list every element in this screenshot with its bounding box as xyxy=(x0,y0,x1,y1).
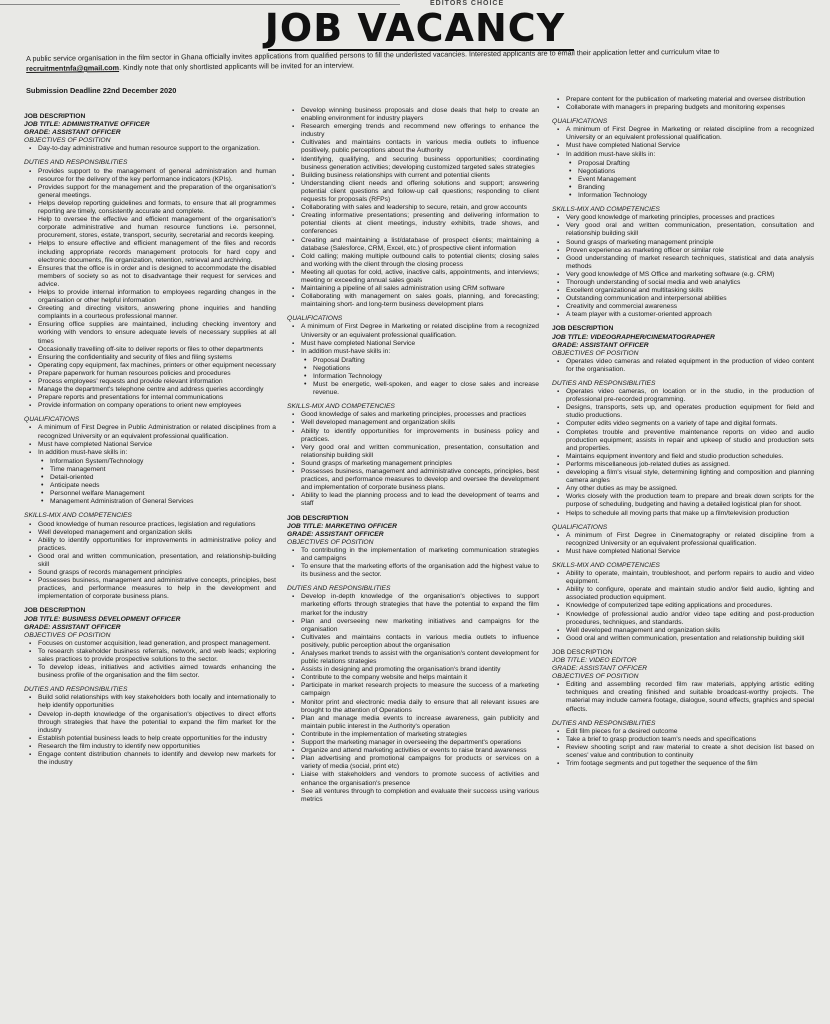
list-item: ▪ To research stakeholder business referrals, network, and web leads; exploring sales practices to provide prospective solutions to the sector. xyxy=(38,648,276,664)
list-item: ▪ A minimum of First Degree in Marketing or related discipline from a recognized University or an equivalent professional qualification. xyxy=(301,323,539,339)
list-item: ▪ Completes trouble and preventive maintenance reports on video and audio production equipment; assists in repair and upkeep of studio and production sets and properties. xyxy=(566,429,814,453)
list-item: • Branding xyxy=(578,184,814,192)
list-item: ▪ Good oral and written communication, presentation, and relationship-building skill xyxy=(38,553,276,569)
list-item: ▪ Ability to lead the planning process and to lead the development of teams and staff xyxy=(301,492,539,508)
qualifications-heading: QUALIFICATIONS xyxy=(552,523,608,531)
job-title: JOB TITLE: ADMINISTRATIVE OFFICER xyxy=(24,121,150,129)
list-item: ▪ Well developed management and organization skills xyxy=(566,627,814,635)
list-item: ▪ Maintaining a pipeline of all sales administration using CRM software xyxy=(301,285,539,293)
list-item: ▪ A minimum of First Degree in Public Administration or related disciplines from a recognized University or an equivalent professional qualification. xyxy=(38,424,276,440)
column-1 xyxy=(24,108,276,768)
list-item: ▪ Process employees' requests and provide relevant information xyxy=(38,378,276,386)
duties-list xyxy=(287,593,539,803)
job-title: JOB TITLE: BUSINESS DEVELOPMENT OFFICER xyxy=(24,615,181,623)
list-item: ▪ Support the marketing manager in overseeing the department's operations xyxy=(301,739,539,747)
list-item: ▪ Cold calling; making multiple outbound calls to potential clients; closing sales and working with the client through the closing process xyxy=(301,253,539,269)
list-item: • Time management xyxy=(50,466,276,474)
list-item: ▪ Possesses business, management and administrative concepts, principles, best practices, and performance measures to develop and oversee the development and implementation of corporate business plans. xyxy=(301,468,539,492)
list-item: ▪ A minimum of First Degree in Marketing or related discipline from a recognized University or an equivalent professional qualification. xyxy=(566,126,814,142)
list-item: ▪ A minimum of First Degree in Cinematography or related discipline from a recognized University or an equivalent professional qualification. xyxy=(566,532,814,548)
duties-heading: DUTIES AND RESPONSIBILITIES xyxy=(552,380,656,387)
job-grade: GRADE: ASSISTANT OFFICER xyxy=(552,341,649,349)
duties-list xyxy=(24,694,276,767)
list-item: • Information Technology xyxy=(313,373,539,381)
list-item: ▪ Collaborate with managers in preparing budgets and monitoring expenses xyxy=(566,104,814,112)
list-item: ▪ Helps to schedule all moving parts that make up a film/television production xyxy=(566,510,814,518)
list-item: ▪ Well developed management and organization skills xyxy=(301,419,539,427)
masthead-strip: EDITORS CHOICE xyxy=(430,0,505,7)
list-item: ▪ Participate in market research projects to measure the success of a marketing campaign xyxy=(301,682,539,698)
list-item: ▪ Computer edits video segments on a variety of tape and digital formats. xyxy=(566,420,814,428)
list-item: ▪ Creating informative presentations; presenting and delivering information to potential clients at client meetings, industry exhibits, trade shows, and conferences xyxy=(301,212,539,236)
list-item: ▪ Outstanding communication and interpersonal abilities xyxy=(566,295,814,303)
list-item: ▪ Plan advertising and promotional campaigns for products or services on a variety of media (social, print etc) xyxy=(301,755,539,771)
list-item: ▪ Identifying, qualifying, and securing business opportunities; coordinating business generation activities; developing customized targeted sales strategies xyxy=(301,156,539,172)
job-title: JOB TITLE: MARKETING OFFICER xyxy=(287,522,397,530)
list-item: ▪ Analyses market trends to assist with the organisation's content development for public relations strategies xyxy=(301,650,539,666)
skills-heading: SKILLS-MIX AND COMPETENCIES xyxy=(552,206,660,214)
list-item: ▪ Meeting all quotas for cold, active, inactive calls, appointments, and interviews; meeting or exceeding annual sales goals xyxy=(301,269,539,285)
list-item: ▪ Good oral and written communication, presentation and relationship building skill xyxy=(566,635,814,643)
list-item: • Proposal Drafting xyxy=(578,160,814,168)
list-item: ▪ Ability to operate, maintain, troubleshoot, and perform repairs to audio and video equipment. xyxy=(566,570,814,586)
list-item: ▪ To contributing in the implementation of marketing communication strategies and campaigns xyxy=(301,547,539,563)
list-item: ▪ Edit film pieces for a desired outcome xyxy=(566,728,814,736)
list-item: ▪ Excellent organizational and multitasking skills xyxy=(566,287,814,295)
duties-list xyxy=(552,388,814,518)
list-item: • Detail-oriented xyxy=(50,474,276,482)
list-item: ▪ Must have completed National Service xyxy=(566,142,814,150)
intro-tail: . Kindly note that only shortlisted applicants will be invited for an interview. xyxy=(118,60,354,73)
job-grade: GRADE: ASSISTANT OFFICER xyxy=(24,129,121,137)
list-item: ▪ Ability to identify opportunities for improvements in business policy and practices. xyxy=(301,428,539,444)
list-item: ▪ Operating copy equipment, fax machines, printers or other equipment necessary xyxy=(38,362,276,370)
qualifications-list xyxy=(287,323,539,355)
list-item: ▪ Helps to provide internal information to employees regarding changes in the organisation or other helpful information xyxy=(38,289,276,305)
list-item: ▪ Cultivates and maintains contacts in various media outlets to influence positively, public perceptions about the Authority xyxy=(301,139,539,155)
job-grade: GRADE: ASSISTANT OFFICER xyxy=(24,623,121,631)
skills-heading: SKILLS-MIX AND COMPETENCIES xyxy=(552,561,660,569)
list-item: ▪ Provides support to the management of general administration and human resource for the delivery of the key performance indicators (KPIs). xyxy=(38,168,276,184)
qualifications-heading: QUALIFICATIONS xyxy=(552,118,608,126)
duties-heading: DUTIES AND RESPONSIBILITIES xyxy=(287,585,391,593)
column-3 xyxy=(552,96,814,769)
list-item: ▪ Ability to configure, operate and maintain studio and/or field audio, lighting and associated production equipment. xyxy=(566,586,814,602)
skills-heading: SKILLS-MIX AND COMPETENCIES xyxy=(24,512,132,520)
job-title: JOB TITLE: VIDEO EDITOR xyxy=(552,657,637,664)
list-item: ▪ In addition must-have skills in: xyxy=(566,151,814,159)
list-item: ▪ In addition must-have skills in: xyxy=(38,449,276,457)
objectives-heading: OBJECTIVES OF POSITION xyxy=(24,137,111,145)
list-item: ▪ Good knowledge of human resource practices, legislation and regulations xyxy=(38,521,276,529)
skills-list xyxy=(24,521,276,602)
list-item: ▪ Ability to identify opportunities for improvements in administrative policy and practices. xyxy=(38,537,276,553)
list-item: ▪ Help to oversee the effective and efficient management of the organisation's corporate administrative and human resource functions i.e. personnel, procurement, stores, estate, transport, security, secretarial and records keeping. xyxy=(38,216,276,240)
list-item: ▪ Greeting and directing visitors, answering phone inquiries and handling complaints in a courteous professional manner. xyxy=(38,305,276,321)
job-title: JOB TITLE: VIDEOGRAPHER/CINEMATOGRAPHER xyxy=(552,333,715,341)
job-grade: GRADE: ASSISTANT OFFICER xyxy=(287,530,384,538)
list-item: ▪ Very good knowledge of MS Office and marketing software (e.g. CRM) xyxy=(566,271,814,279)
duties-heading: DUTIES AND RESPONSIBILITIES xyxy=(552,719,656,727)
list-item: ▪ Sound grasps of records management principles xyxy=(38,569,276,577)
list-item: ▪ Engage content distribution channels to identify and develop new markets for the industry xyxy=(38,751,276,767)
list-item: ▪ Prepare reports and presentations for internal communications xyxy=(38,394,276,402)
list-item: ▪ Helps develop reporting guidelines and formats, to ensure that all programmes reporting are timely, consistently accurate and complete. xyxy=(38,200,276,216)
list-item: • Event Management xyxy=(578,176,814,184)
list-item: ▪ Performs miscellaneous job-related duties as assigned. xyxy=(566,461,814,469)
list-item: ▪ Very good knowledge of marketing principles, processes and practices xyxy=(566,214,814,222)
objectives-heading: OBJECTIVES OF POSITION xyxy=(287,538,374,546)
application-email[interactable]: recruitmentnfa@gmail.com xyxy=(26,63,120,73)
list-item: ▪ Take a brief to grasp production team's needs and specifications xyxy=(566,736,814,744)
list-item: ▪ Liaise with stakeholders and vendors to promote success of activities and enhance the organisation's presence xyxy=(301,771,539,787)
list-item: ▪ Creativity and commercial awareness xyxy=(566,303,814,311)
list-item: ▪ Sound grasps of marketing management principle xyxy=(566,239,814,247)
list-item: ▪ Provide information on company operations to orient new employees xyxy=(38,402,276,410)
list-item: ▪ developing a film's visual style, determining lighting and composition and planning camera angles xyxy=(566,469,814,485)
list-item: ▪ Prepare paperwork for human resources policies and procedures xyxy=(38,370,276,378)
list-item: • Negotiations xyxy=(578,168,814,176)
list-item: ▪ Maintains equipment inventory and field and studio production schedules. xyxy=(566,453,814,461)
list-item: ▪ Contribute to the company website and helps maintain it xyxy=(301,674,539,682)
column-2 xyxy=(287,107,539,805)
list-item: ▪ Editing and assembling recorded film raw materials, applying artistic editing techniques and creating finished and suitable broadcast-worthy projects. The material may include camera footage, dialogue, sound effects, graphics and special effects. xyxy=(566,681,814,713)
qualifications-heading: QUALIFICATIONS xyxy=(287,315,343,323)
objectives-list xyxy=(24,640,276,680)
duties-list-continued xyxy=(552,96,814,112)
list-item: ▪ To develop ideas, initiatives and activities aimed towards enhancing the business profile of the organisation and the film sector. xyxy=(38,664,276,680)
duties-heading: DUTIES AND RESPONSIBILITIES xyxy=(24,686,128,694)
job-description-heading: JOB DESCRIPTION xyxy=(552,648,613,656)
list-item: ▪ To ensure that the marketing efforts of the organisation add the highest value to its business and the sector. xyxy=(301,563,539,579)
job-grade: GRADE: ASSISTANT OFFICER xyxy=(552,665,648,673)
qualifications-list xyxy=(552,532,814,556)
list-item: ▪ Designs, transports, sets up, and operates production equipment for field and studio productions. xyxy=(566,404,814,420)
job-description-heading: JOB DESCRIPTION xyxy=(287,514,349,522)
duties-list-continued xyxy=(287,107,539,309)
skills-list xyxy=(287,411,539,508)
list-item: ▪ Must have completed National Service xyxy=(301,340,539,348)
list-item: ▪ Helps to ensure effective and efficient management of the files and records including appropriate records management protocols for hard copy and electronic documents, file organization, retention, retrieval and archiving. xyxy=(38,240,276,264)
list-item: ▪ Understanding client needs and offering solutions and support; answering potential client questions and follow-up call questions; responding to client requests for proposals (RFPs) xyxy=(301,180,539,204)
list-item: ▪ Very good oral and written communication, presentation, consultation and relationship building skill xyxy=(301,444,539,460)
list-item: ▪ Establish potential business leads to help create opportunities for the industry xyxy=(38,735,276,743)
list-item: ▪ Cultivates and maintains contacts in various media outlets to influence positively, public perception about the organisation xyxy=(301,634,539,650)
list-item: ▪ Focuses on customer acquisition, lead generation, and prospect management. xyxy=(38,640,276,648)
list-item: ▪ Develop in-depth knowledge of the organisation's objectives to support marketing efforts through strategies that have the potential to expand the film market for the industry xyxy=(301,593,539,617)
list-item: ▪ Sound grasps of marketing management principles xyxy=(301,460,539,468)
objectives-list xyxy=(552,681,814,713)
list-item: • Personnel welfare Management xyxy=(50,490,276,498)
list-item: ▪ Must have completed National Service xyxy=(566,548,814,556)
list-item: ▪ Well developed management and organization skills xyxy=(38,529,276,537)
list-item: ▪ Collaborating with sales and leadership to secure, retain, and grow accounts xyxy=(301,204,539,212)
list-item: ▪ Monitor print and electronic media daily to ensure that all relevant issues are brought to the attention of Operations xyxy=(301,699,539,715)
must-have-list xyxy=(552,160,814,200)
list-item: • Negotiations xyxy=(313,365,539,373)
intro-text: A public service organisation in the film sector in Ghana officially invites applications from qualified persons to fill the underlisted vacancies. Interested applicants are to email their application letter and curriculum vitae to xyxy=(26,46,720,63)
list-item: ▪ Ensuring the confidentiality and security of files and filing systems xyxy=(38,354,276,362)
job-description-heading: JOB DESCRIPTION xyxy=(552,325,614,333)
list-item: ▪ Ensures that the office is in order and is designed to accommodate the disabled members of society so as not to disadvantage their request for services and advice. xyxy=(38,265,276,289)
list-item: • Information System/Technology xyxy=(50,458,276,466)
list-item: ▪ Operates video cameras and related equipment in the production of video content for the organisation. xyxy=(566,358,814,374)
list-item: ▪ Works closely with the production team to prepare and break down scripts for the purpose of scheduling, budgeting and having a detailed logistical plan for shoot. xyxy=(566,493,814,509)
list-item: ▪ Prepare content for the publication of marketing material and oversee distribution xyxy=(566,96,814,104)
submission-deadline: Submission Deadline 22nd December 2020 xyxy=(26,86,177,95)
skills-list xyxy=(552,570,814,643)
duties-list xyxy=(24,168,276,411)
list-item: ▪ Provides support for the management and the preparation of the organisation's general meetings. xyxy=(38,184,276,200)
list-item: ▪ Knowledge of professional audio and/or video tape editing and post-production procedures, techniques, and standards. xyxy=(566,611,814,627)
list-item: ▪ Develop in-depth knowledge of the organisation's objectives to direct efforts through strategies that have the potential to expand the film market for the industry xyxy=(38,711,276,735)
list-item: ▪ Any other duties as may be assigned. xyxy=(566,485,814,493)
list-item: ▪ Trim footage segments and put together the sequence of the film xyxy=(566,760,814,768)
list-item: • Proposal Drafting xyxy=(313,357,539,365)
objectives-heading: OBJECTIVES OF POSITION xyxy=(552,673,639,681)
duties-list xyxy=(552,728,814,768)
list-item: ▪ Possesses business, management and administrative concepts, principles, best practices, and performance measures to help in the development and implementation of corporate business plans. xyxy=(38,577,276,601)
must-have-list xyxy=(287,357,539,397)
list-item: ▪ Build solid relationships with key stakeholders both locally and internationally to help identify opportunities xyxy=(38,694,276,710)
list-item: • Information Technology xyxy=(578,192,814,200)
list-item: • Management Administration of General Services xyxy=(50,498,276,506)
list-item: ▪ Contribute in the implementation of marketing strategies xyxy=(301,731,539,739)
list-item: ▪ Creating and maintaining a list/database of prospect clients; maintaining a database (Salesforce, CRM, Excel, etc.) of prospective client information xyxy=(301,237,539,253)
job-description-heading: JOB DESCRIPTION xyxy=(24,607,86,615)
list-item: ▪ Manage the department's telephone centre and address queries accordingly xyxy=(38,386,276,394)
list-item: ▪ Research the film industry to identify new opportunities xyxy=(38,743,276,751)
list-item: ▪ Proven experience as marketing officer or similar role xyxy=(566,247,814,255)
job-description-heading: JOB DESCRIPTION xyxy=(24,113,86,120)
list-item: ▪ Operates video cameras, on location or in the studio, in the production of professional pre-recorded programming. xyxy=(566,388,814,404)
objectives-heading: OBJECTIVES OF POSITION xyxy=(552,349,639,357)
list-item: ▪ In addition must-have skills in: xyxy=(301,348,539,356)
objectives-list xyxy=(552,358,814,374)
qualifications-list xyxy=(552,126,814,158)
list-item: ▪ Plan and overseeing new marketing initiatives and campaigns for the organisation xyxy=(301,618,539,634)
list-item: ▪ See all ventures through to completion and evaluate their success using various metrics xyxy=(301,788,539,804)
list-item: ▪ Knowledge of computerized tape editing applications and procedures. xyxy=(566,602,814,610)
list-item: ▪ Good understanding of market research techniques, statistical and data analysis methods xyxy=(566,255,814,271)
objectives-heading: OBJECTIVES OF POSITION xyxy=(24,631,111,639)
list-item: ▪ A team player with a customer-oriented approach xyxy=(566,311,814,319)
list-item: ▪ Develop winning business proposals and close deals that help to create an enabling environment for industry players xyxy=(301,107,539,123)
list-item: ▪ Plan and manage media events to increase awareness, gain publicity and maintain public interest in the Authority's operation xyxy=(301,715,539,731)
list-item: ▪ Assists in designing and promoting the organisation's brand identity xyxy=(301,666,539,674)
duties-heading: DUTIES AND RESPONSIBILITIES xyxy=(24,159,128,167)
must-have-list xyxy=(24,458,276,507)
list-item: ▪ Must have completed National Service xyxy=(38,441,276,449)
list-item: ▪ Good knowledge of sales and marketing principles, processes and practices xyxy=(301,411,539,419)
skills-heading: SKILLS-MIX AND COMPETENCIES xyxy=(287,403,395,411)
list-item: ▪ Day-to-day administrative and human resource support to the organization. xyxy=(38,145,276,153)
objectives-list xyxy=(287,547,539,579)
list-item: ▪ Research emerging trends and recommend new offerings to enhance the industry xyxy=(301,123,539,139)
list-item: • Must be energetic, well-spoken, and eager to close sales and increase revenue. xyxy=(313,381,539,397)
list-item: ▪ Thorough understanding of social media and web analytics xyxy=(566,279,814,287)
page-title: JOB VACANCY xyxy=(264,6,566,50)
objectives-list xyxy=(24,145,276,153)
list-item: ▪ Ensuring office supplies are maintained, including checking inventory and working with vendors to ensure adequate levels of necessary supplies at all times xyxy=(38,321,276,345)
list-item: ▪ Collaborating with management on sales goals, planning, and forecasting; maintaining short- and long-term business development plans xyxy=(301,293,539,309)
skills-list xyxy=(552,214,814,319)
qualifications-heading: QUALIFICATIONS xyxy=(24,416,80,424)
list-item: ▪ Review shooting script and raw material to create a shot decision list based on scenes' value and contribution to continuity xyxy=(566,744,814,760)
list-item: ▪ Building business relationships with current and potential clients xyxy=(301,172,539,180)
qualifications-list xyxy=(24,424,276,456)
list-item: ▪ Organize and attend marketing activities or events to raise brand awareness xyxy=(301,747,539,755)
list-item: ▪ Very good oral and written communication, presentation, consultation and relationship building skill xyxy=(566,222,814,238)
list-item: ▪ Occasionally travelling off-site to deliver reports or files to other departments xyxy=(38,346,276,354)
list-item: • Anticipate needs xyxy=(50,482,276,490)
